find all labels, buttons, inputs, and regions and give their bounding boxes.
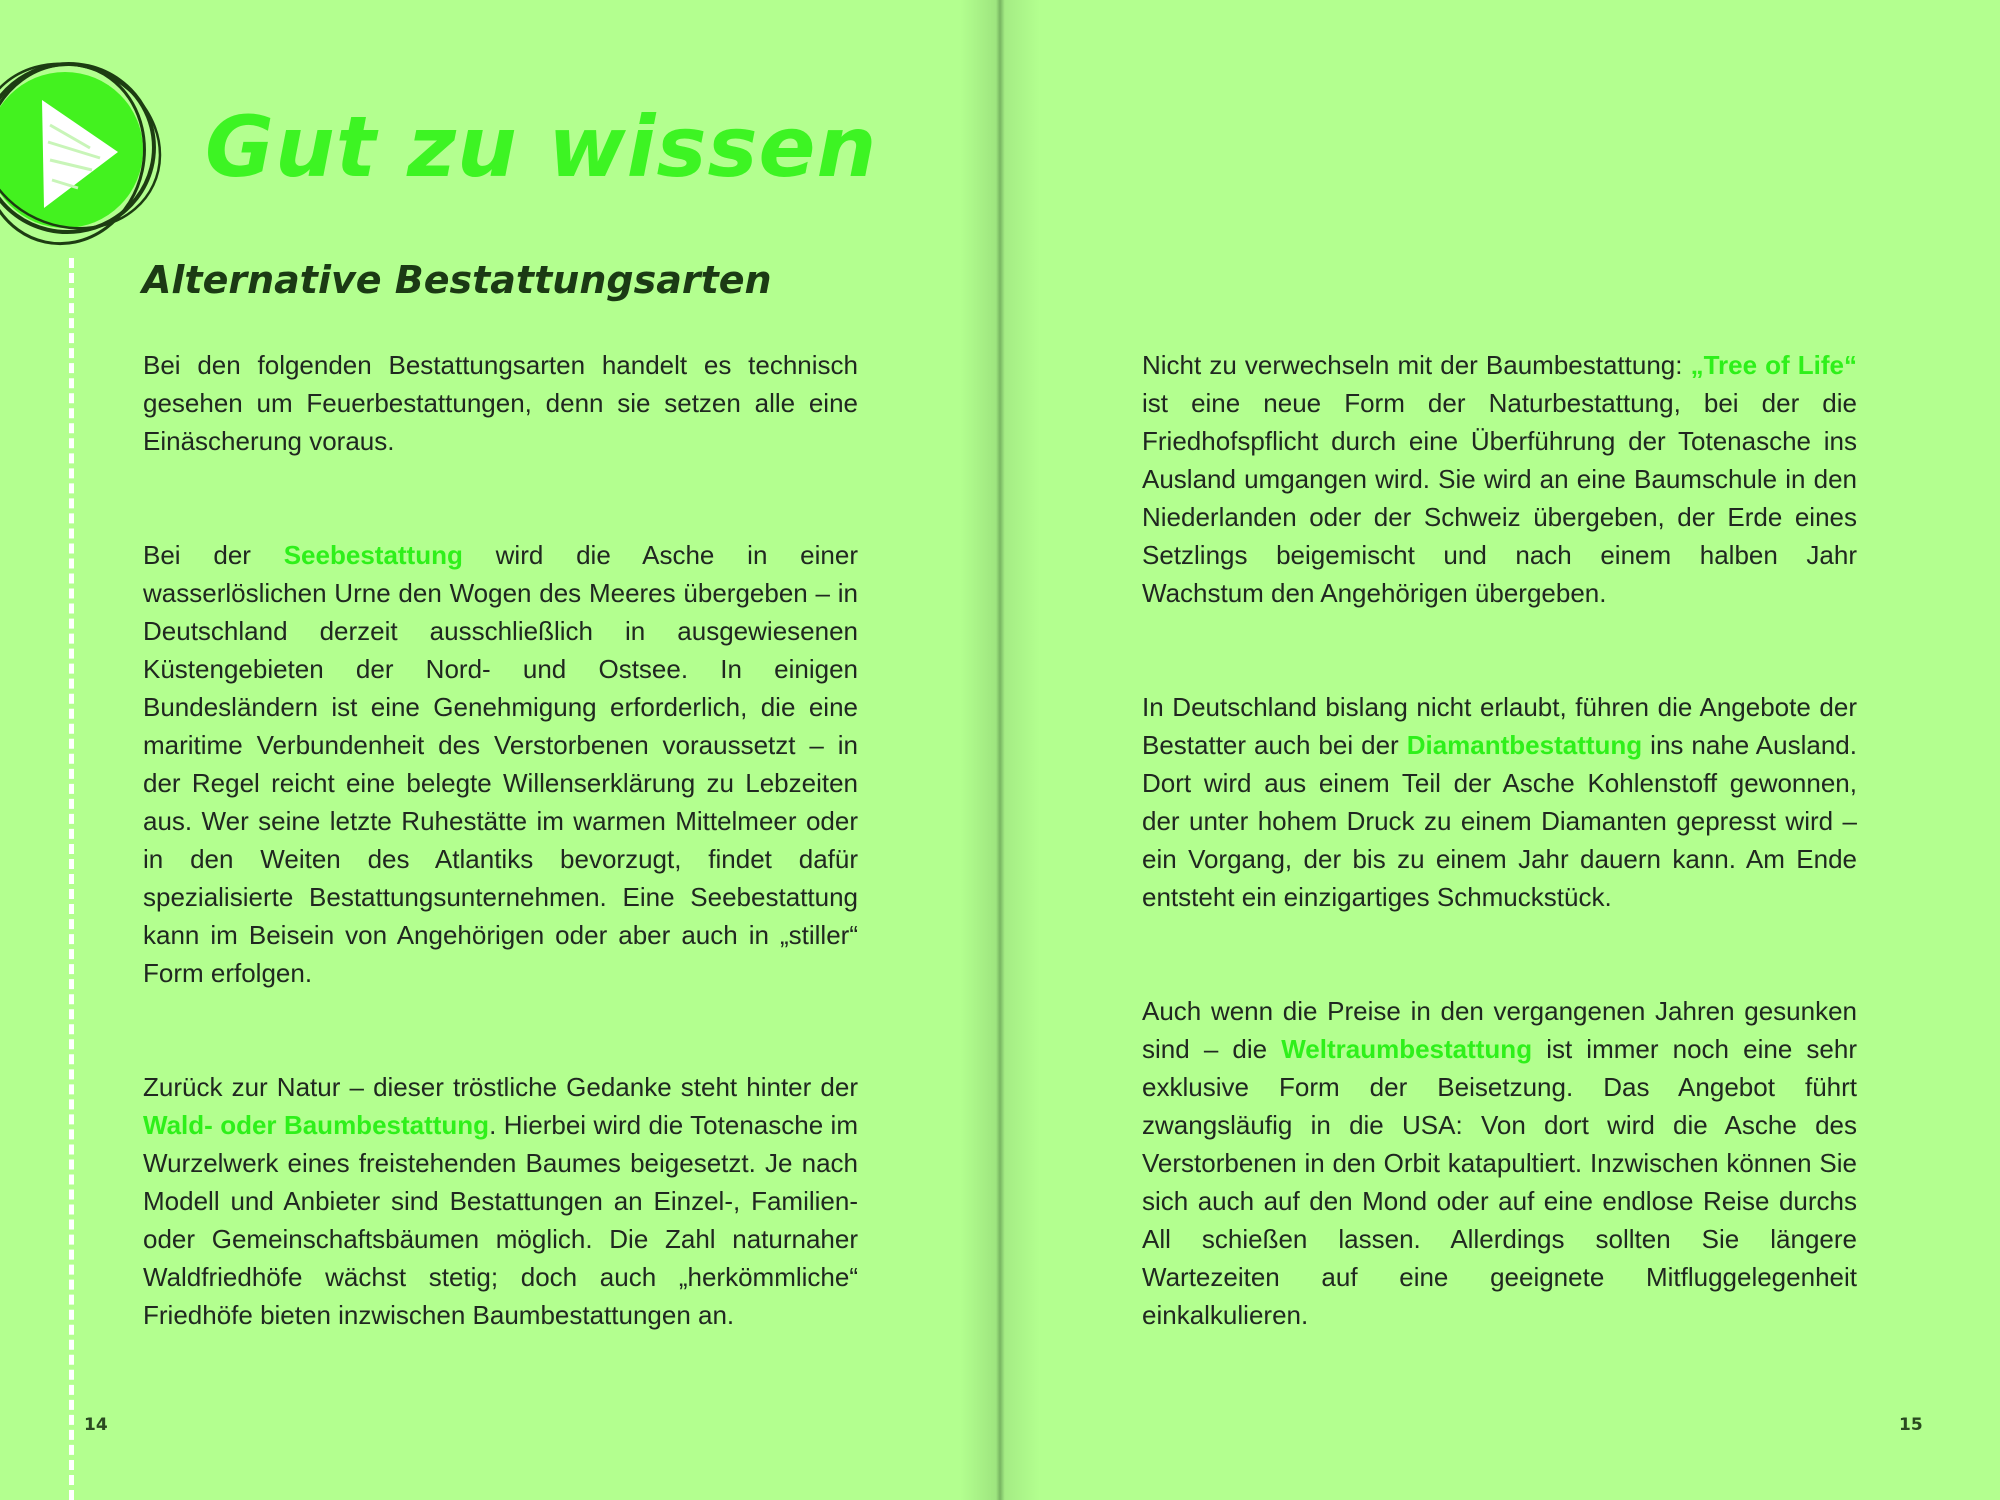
paragraph xyxy=(1142,346,1857,612)
paragraph-text: . Hierbei wird die Totenasche im Wurzelwerk eines freistehenden Baumes beigesetzt. Je nach Modell und Anbieter sind Bestattungen an Einzel-, Familien- oder Gemeinschaftsbäumen möglich. Die Zahl naturnaher Waldfriedhöfe wächst stetig; doch auch „herkömmliche“ Friedhöfe bieten inzwischen Baumbestattungen an. xyxy=(143,1110,858,1330)
highlighted-term: Weltraumbestattung xyxy=(1281,1034,1533,1064)
right-text-column xyxy=(1142,346,1857,1410)
paragraph xyxy=(143,536,858,992)
paragraph xyxy=(143,346,858,460)
paragraph-text: Nicht zu verwechseln mit der Baumbestattung: xyxy=(1142,350,1691,380)
paragraph-text: ist immer noch eine sehr exklusive Form der Beisetzung. Das Angebot führt zwangsläufig in die USA: Von dort wird die Asche des Verstorbenen in den Orbit katapultiert. Inzwischen können Sie sich auch auf den Mond oder auf eine endlose Reise durchs All schießen lassen. Allerdings sollten Sie längere Wartezeiten auf eine geeignete Mitfluggelegenheit einkalkulieren. xyxy=(1142,1034,1857,1330)
left-text-column xyxy=(143,346,858,1410)
play-triangle-icon xyxy=(0,30,180,270)
paragraph-text: Bei der xyxy=(143,540,284,570)
paragraph-text: ist eine neue Form der Naturbestattung, bei der die Friedhofspflicht durch eine Überführung der Totenasche ins Ausland umgangen wird. Sie wird an eine Baumschule in den Niederlanden oder der Schweiz übergeben, der Erde eines Setzlings beigemischt und nach einem halben Jahr Wachstum den Angehörigen übergeben. xyxy=(1142,388,1857,608)
paragraph-text: ins nahe Ausland. Dort wird aus einem Teil der Asche Kohlenstoff gewonnen, der unter hohem Druck zu einem Diamanten gepresst wird – ein Vorgang, der bis zu einem Jahr dauern kann. Am Ende entsteht ein einzigartiges Schmuckstück. xyxy=(1142,730,1857,912)
paragraph-text: Auch wenn die Preise in den vergangenen Jahren gesunken sind – die xyxy=(1142,996,1857,1064)
paragraph xyxy=(1142,688,1857,916)
paragraph-text: In Deutschland bislang nicht erlaubt, führen die Angebote der Bestatter auch bei der xyxy=(1142,692,1857,760)
page-title: Gut zu wissen xyxy=(205,98,878,196)
dashed-margin-line xyxy=(69,258,74,1500)
paragraph-text: Bei den folgenden Bestattungsarten handelt es technisch gesehen um Feuerbestattungen, denn sie setzen alle eine Einäscherung voraus. xyxy=(143,350,858,456)
paragraph-text: wird die Asche in einer wasserlöslichen Urne den Wogen des Meeres übergeben – in Deutschland derzeit ausschließlich in ausgewiesenen Küstengebieten der Nord- und Ostsee. In einigen Bundesländern ist eine Genehmigung erforderlich, die eine maritime Verbundenheit des Verstorbenen voraussetzt – in der Regel reicht eine belegte Willenserklärung zu Lebzeiten aus. Wer seine letzte Ruhestätte im warmen Mittelmeer oder in den Weiten des Atlantiks bevorzugt, findet dafür spezialisierte Bestattungsunternehmen. Eine Seebestattung kann im Beisein von Angehörigen oder aber auch in „stiller“ Form erfolgen. xyxy=(143,540,858,988)
highlighted-term: Seebestattung xyxy=(283,540,463,570)
paragraph xyxy=(1142,992,1857,1334)
left-page xyxy=(0,0,998,1500)
paragraph-text: Zurück zur Natur – dieser tröstliche Gedanke steht hinter der xyxy=(143,1072,858,1102)
highlighted-term: Diamantbestattung xyxy=(1406,730,1643,760)
section-subtitle: Alternative Bestattungsarten xyxy=(142,258,772,302)
paragraph xyxy=(143,1068,858,1334)
book-gutter-shadow xyxy=(960,0,1040,1500)
highlighted-term: Wald- oder Baumbestattung xyxy=(143,1110,490,1140)
highlighted-term: „Tree of Life“ xyxy=(1690,350,1857,380)
page-number-right: 15 xyxy=(1899,1415,1923,1435)
page-number-left: 14 xyxy=(84,1415,108,1435)
